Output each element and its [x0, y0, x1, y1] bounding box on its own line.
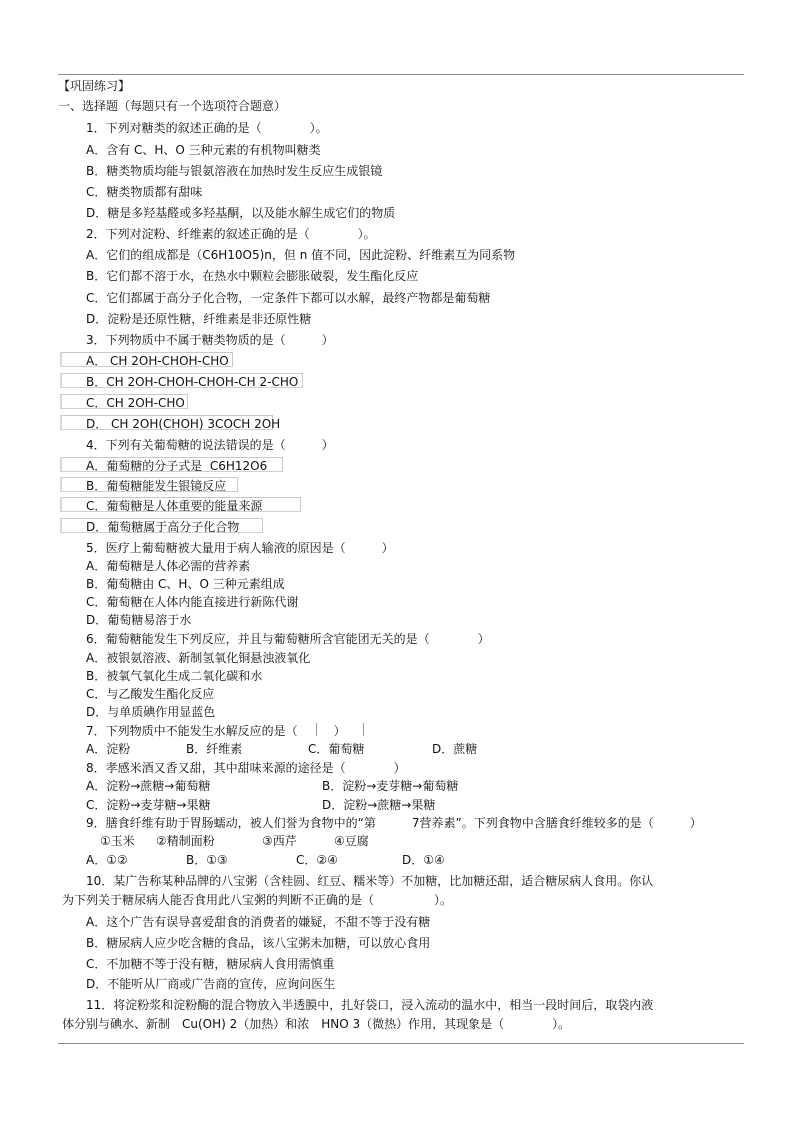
q3-stem: 3．下列物质中不属于糖类物质的是（ ）: [86, 333, 334, 347]
q9-item-1: ①玉米: [100, 834, 135, 848]
q1-option-a: A．含有 C、H、O 三种元素的有机物叫糖类: [86, 143, 321, 157]
q3-option-b: B．CH 2OH-CHOH-CHOH-CH 2-CHO: [86, 375, 299, 389]
q2-option-c: C．它们都属于高分子化合物，一定条件下都可以水解，最终产物都是葡萄糖: [86, 291, 491, 305]
q1-option-d: D．糖是多羟基醛或多羟基酮，以及能水解生成它们的物质: [86, 206, 396, 220]
q5-option-a: A．葡萄糖是人体必需的营养素: [86, 559, 251, 573]
q7-option-a: A．淀粉: [86, 742, 131, 756]
q3-option-c: C．CH 2OH-CHO: [86, 396, 185, 410]
q10-stem-line2: 为下列关于糖尿病人能否食用此八宝粥的判断不正确的是（ ）。: [62, 893, 453, 907]
q4-option-c: C．葡萄糖是人体重要的能量来源: [86, 499, 263, 513]
q3-option-d: D． CH 2OH(CHOH) 3COCH 2OH: [86, 417, 281, 431]
q6-option-c: C．与乙酸发生酯化反应: [86, 687, 215, 701]
q10-option-b: B．糖尿病人应少吃含糖的食品，该八宝粥未加糖，可以放心食用: [86, 936, 431, 950]
q9-item-4: ④豆腐: [334, 834, 369, 848]
q5-stem: 5．医疗上葡萄糖被大量用于病人输液的原因是（ ）: [86, 541, 394, 555]
section-title: 【巩固练习】: [58, 79, 131, 93]
q7-option-c: C．葡萄糖: [308, 742, 365, 756]
header-rule: [58, 74, 744, 75]
q7-option-b: B．纤维素: [186, 742, 243, 756]
q7-stem: 7．下列物质中不能发生水解反应的是（ ）: [86, 724, 346, 738]
q9-option-a: A．①②: [86, 853, 128, 867]
q11-stem-line1: 11．将淀粉浆和淀粉酶的混合物放入半透膜中，扎好袋口，浸入流动的温水中，相当一段时间后，取袋内液: [86, 998, 654, 1012]
q4-option-a: A．葡萄糖的分子式是 C6H12O6: [86, 459, 268, 473]
q10-stem-line1: 10．某广告称某种品牌的八宝粥（含桂圆、红豆、糯米等）不加糖，比加糖还甜，适合糖尿病人食用。你认: [86, 874, 654, 888]
q4-option-b: B．葡萄糖能发生银镜反应: [86, 479, 227, 493]
q1-option-c: C．糖类物质都有甜味: [86, 185, 203, 199]
q4-stem: 4．下列有关葡萄糖的说法错误的是（ ）: [86, 438, 334, 452]
q10-option-c: C．不加糖不等于没有糖，糖尿病人食用需慎重: [86, 957, 335, 971]
q10-option-d: D．不能听从厂商或广告商的宣传，应询问医生: [86, 977, 336, 991]
q8-option-d: D．淀粉→蔗糖→果糖: [322, 798, 436, 812]
q9-item-2: ②精制面粉: [156, 834, 215, 848]
q8-option-b: B．淀粉→麦芽糖→葡萄糖: [322, 779, 459, 793]
q9-stem: 9．膳食纤维有助于胃肠蠕动，被人们誉为食物中的“第 7营养素”。下列食物中含膳食纤维较多的是（ ）: [86, 816, 702, 830]
q9-option-d: D．①④: [402, 853, 445, 867]
q6-option-b: B．被氧气氧化生成二氧化碳和水: [86, 669, 263, 683]
q6-option-a: A．被银氨溶液、新制氢氧化铜悬浊液氧化: [86, 651, 311, 665]
q9-option-c: C．②④: [296, 853, 338, 867]
q8-stem: 8．孝感米酒又香又甜，其中甜味来源的途径是（ ）: [86, 761, 406, 775]
q8-option-c: C．淀粉→麦芽糖→果糖: [86, 798, 211, 812]
q9-item-3: ③西芹: [262, 834, 297, 848]
q4-option-d: D．葡萄糖属于高分子化合物: [86, 520, 240, 534]
q9-option-b: B．①③: [186, 853, 228, 867]
part-heading: 一、选择题（每题只有一个选项符合题意）: [58, 99, 287, 113]
q6-stem: 6．葡萄糖能发生下列反应，并且与葡萄糖所含官能团无关的是（ ）: [86, 632, 490, 646]
q1-stem: 1．下列对糖类的叙述正确的是（ ）。: [86, 121, 328, 135]
q2-stem: 2．下列对淀粉、纤维素的叙述正确的是（ ）。: [86, 227, 376, 241]
q5-option-d: D．葡萄糖易溶于水: [86, 613, 192, 627]
footer-rule: [58, 1043, 744, 1044]
q2-option-d: D．淀粉是还原性糖，纤维素是非还原性糖: [86, 312, 312, 326]
q1-option-b: B．糖类物质均能与银氨溶液在加热时发生反应生成银镜: [86, 164, 383, 178]
q3-option-a: A． CH 2OH-CHOH-CHO: [86, 354, 229, 368]
q6-option-d: D．与单质碘作用显蓝色: [86, 705, 216, 719]
q2-option-a: A．它们的组成都是（C6H10O5)n，但 n 值不同，因此淀粉、纤维素互为同系物: [86, 248, 516, 262]
q10-option-a: A．这个广告有误导喜爱甜食的消费者的嫌疑，不甜不等于没有糖: [86, 915, 431, 929]
q11-stem-line2: 体分别与碘水、新制 Cu(OH) 2（加热）和浓 HNO 3（微热）作用，其现象是（ ）。: [62, 1017, 571, 1031]
q5-option-c: C．葡萄糖在人体内能直接进行新陈代谢: [86, 595, 299, 609]
q5-option-b: B．葡萄糖由 C、H、O 三种元素组成: [86, 577, 285, 591]
q7-answer-box: [316, 723, 364, 736]
q8-option-a: A．淀粉→蔗糖→葡萄糖: [86, 779, 211, 793]
q2-option-b: B．它们都不溶于水，在热水中颗粒会膨胀破裂，发生酯化反应: [86, 269, 419, 283]
q7-option-d: D．蔗糖: [432, 742, 478, 756]
